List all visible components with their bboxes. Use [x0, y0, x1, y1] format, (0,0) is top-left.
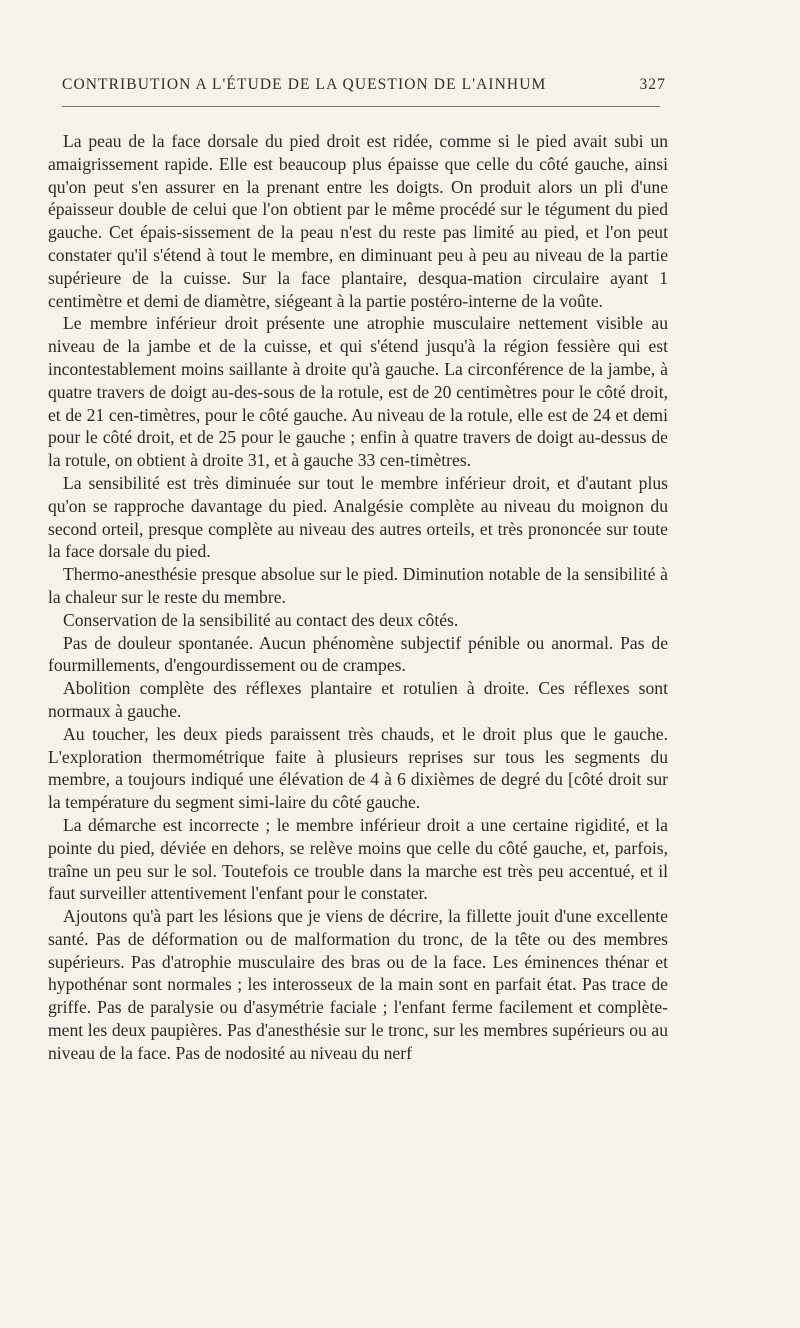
page-number: 327: [639, 76, 666, 93]
paragraph: Le membre inférieur droit présente une atrophie musculaire nettement visible au niveau de la jambe et de la cuisse, et qui s'étend jusqu'à la région fessière qui est incontestablement moins saillante à droite qu'à gauche. La circonférence de la jambe, à quatre travers de doigt au-des-sous de la rotule, est de 20 centimètres pour le côté droit, et de 21 cen-timètres, pour le côté gauche. Au niveau de la rotule, elle est de 24 et demi pour le côté droit, et de 25 pour le gauche ; enfin à quatre travers de doigt au-dessus de la rotule, on obtient à droite 31, et à gauche 33 cen-timètres.: [48, 313, 668, 471]
paragraph: La démarche est incorrecte ; le membre inférieur droit a une certaine rigidité, et la pointe du pied, déviée en dehors, se relève moins que celle du côté gauche, et, parfois, traîne un peu sur le sol. Toutefois ce trouble dans la marche est très peu accentué, et il faut surveiller attentivement l'enfant pour le constater.: [48, 814, 668, 904]
running-title: CONTRIBUTION A L'ÉTUDE DE LA QUESTION DE L'AINHUM: [62, 76, 547, 93]
paragraph: Conservation de la sensibilité au contact des deux côtés.: [63, 609, 459, 630]
paragraph: Au toucher, les deux pieds paraissent très chauds, et le droit plus que le gauche. L'exploration thermométrique faite à plusieurs reprises sur tous les segments du membre, a toujours indiqué une élévation de 4 à 6 dixièmes de degré du [côté droit sur la température du segment simi-laire du côté gauche.: [48, 723, 668, 813]
running-header: [62, 76, 666, 94]
paragraph: La sensibilité est très diminuée sur tout le membre inférieur droit, et d'autant plus qu'on se rapproche davantage du pied. Analgésie complète au niveau du moignon du second orteil, presque complète au niveau des autres orteils, et très prononcée sur toute la face dorsale du pied.: [48, 472, 668, 562]
header-rule: [62, 106, 660, 107]
paragraph: Ajoutons qu'à part les lésions que je viens de décrire, la fillette jouit d'une excellente santé. Pas de déformation ou de malformation du tronc, de la tête ou des membres supérieurs. Pas d'atrophie musculaire des bras ou de la face. Les éminences thénar et hypothénar sont normales ; les interosseux de la main sont en parfait état. Pas trace de griffe. Pas de paralysie ou d'asymétrie faciale ; l'enfant ferme facilement et complète-ment les deux paupières. Pas d'anesthésie sur le tronc, sur les membres supérieurs ou au niveau de la face. Pas de nodosité au niveau du nerf: [48, 906, 668, 1063]
paragraph: Thermo-anesthésie presque absolue sur le pied. Diminution notable de la sensibilité à la chaleur sur le reste du membre.: [48, 564, 668, 607]
paragraph: Pas de douleur spontanée. Aucun phénomène subjectif pénible ou anormal. Pas de fourmillements, d'engourdissement ou de crampes.: [48, 632, 668, 676]
body-text: [48, 130, 668, 1065]
paragraph: Abolition complète des réflexes plantaire et rotulien à droite. Ces réflexes sont normaux à gauche.: [48, 678, 668, 721]
paragraph: La peau de la face dorsale du pied droit est ridée, comme si le pied avait subi un amaigrissement rapide. Elle est beaucoup plus épaisse que celle du côté gauche, ainsi qu'on peut s'en assurer en la prenant entre les doigts. On produit alors un pli d'une épaisseur double de celui que l'on obtient par le même procédé sur le tégument du pied gauche. Cet épais-sissement de la peau n'est du reste pas limité au pied, et l'on peut constater qu'il s'étend à tout le membre, en diminuant peu à peu au niveau de la partie supérieure de la cuisse. Sur la face plantaire, desqua-mation circulaire ayant 1 centimètre et demi de diamètre, siégeant à la partie postéro-interne de la voûte.: [48, 131, 668, 311]
